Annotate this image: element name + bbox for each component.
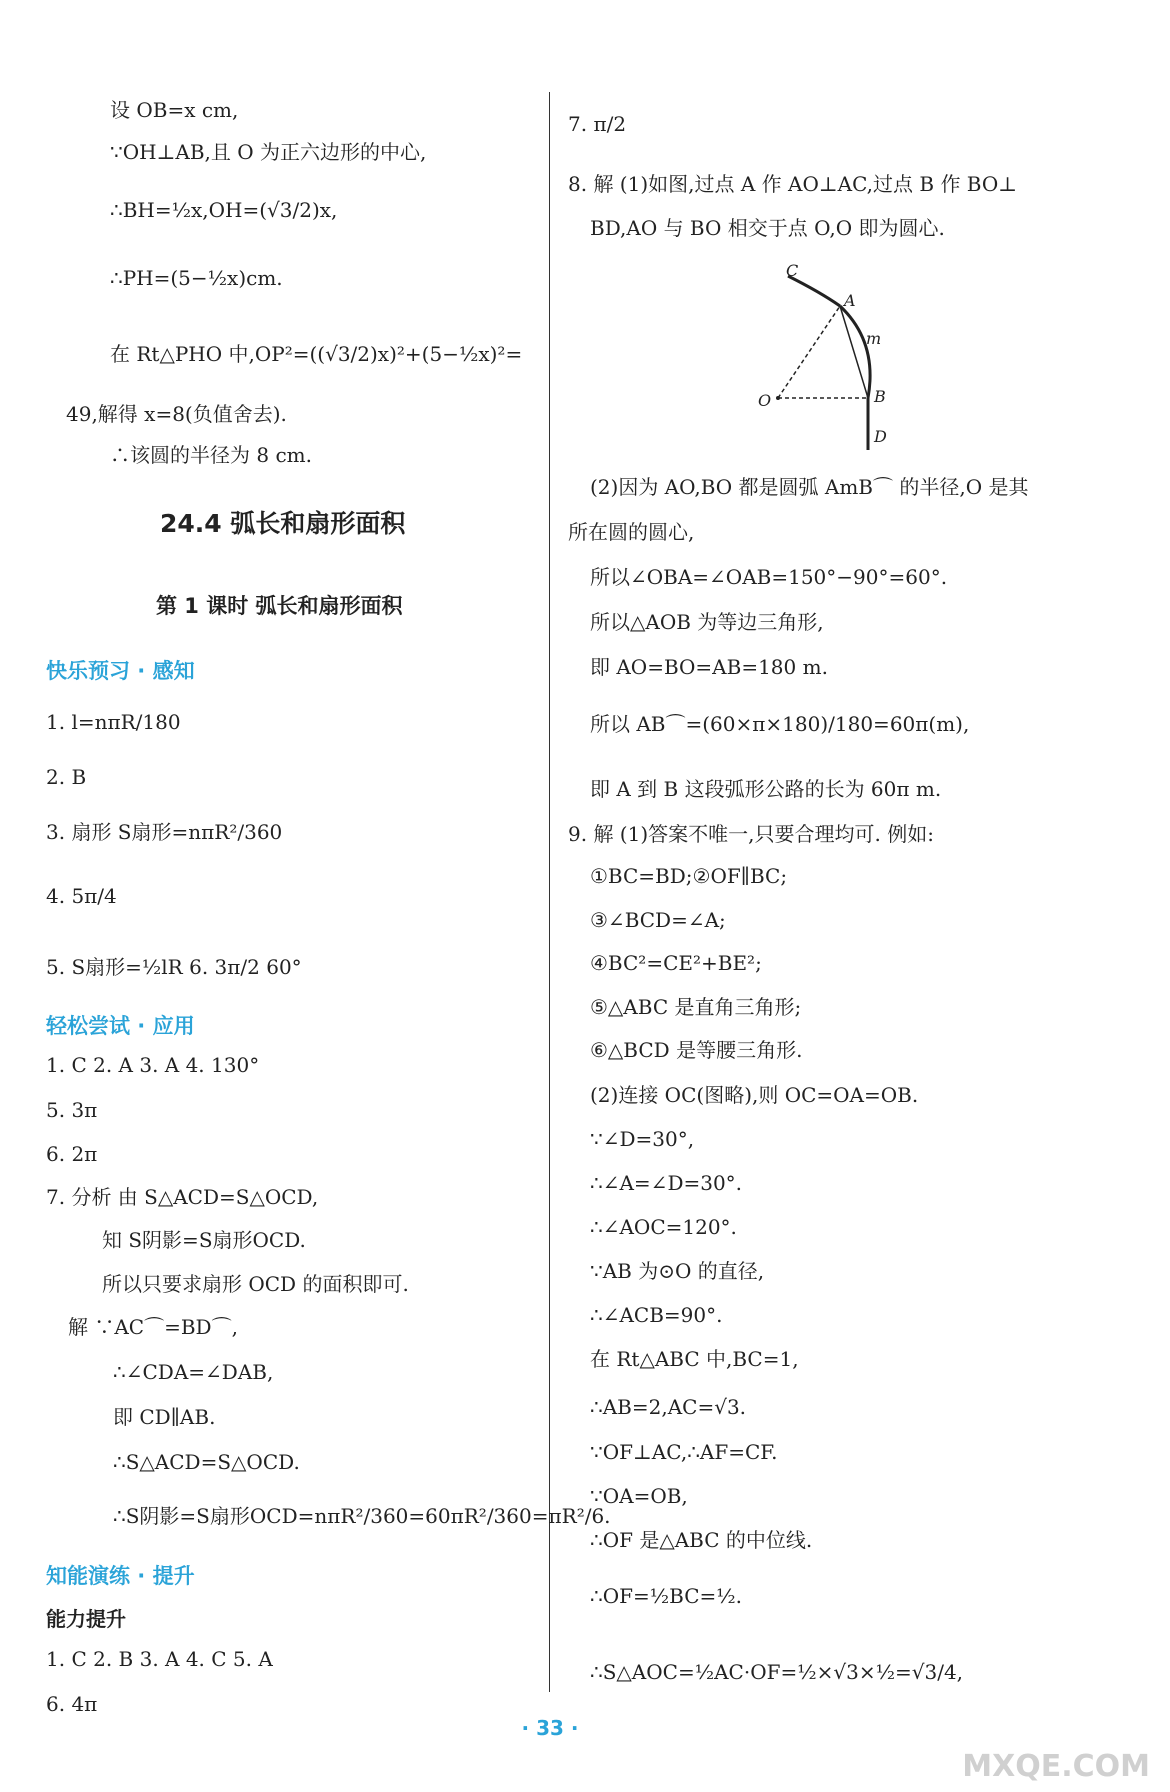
label-b: B — [874, 387, 886, 406]
left-line-2: ∵OH⊥AB,且 O 为正六边形的中心, — [110, 140, 427, 164]
section-title: 24.4 弧长和扇形面积 — [160, 509, 406, 538]
try-2: 5. 3π — [46, 1098, 98, 1122]
right-line-1: 7. π/2 — [568, 112, 627, 136]
right-line-13: ③∠BCD=∠A; — [590, 908, 726, 932]
right-line-7: 所以△AOB 为等边三角形, — [590, 610, 824, 634]
left-line-3: ∴BH=½x,OH=(√3/2)x, — [110, 198, 338, 222]
right-line-11: 9. 解 (1)答案不唯一,只要合理均可. 例如: — [568, 822, 934, 846]
right-line-23: 在 Rt△ABC 中,BC=1, — [590, 1347, 799, 1371]
left-line-6: 49,解得 x=8(负值舍去). — [66, 402, 287, 426]
right-line-6: 所以∠OBA=∠OAB=150°−90°=60°. — [590, 565, 948, 589]
right-line-8: 即 AO=BO=AB=180 m. — [590, 655, 828, 679]
center-point — [776, 396, 780, 400]
left-line-4: ∴PH=(5−½x)cm. — [110, 266, 283, 290]
label-a: A — [844, 291, 856, 310]
try-11: ∴S阴影=S扇形OCD=nπR²/360=60πR²/360=πR²/6. — [113, 1504, 611, 1528]
right-line-27: ∴OF 是△ABC 的中位线. — [590, 1528, 813, 1552]
ability-1: 1. C 2. B 3. A 4. C 5. A — [46, 1647, 273, 1671]
section-practice: 知能演练 · 提升 — [46, 1564, 195, 1588]
section-preview: 快乐预习 · 感知 — [46, 659, 195, 683]
try-9: 即 CD∥AB. — [113, 1405, 216, 1429]
right-line-14: ④BC²=CE²+BE²; — [590, 951, 762, 975]
page-number: · 33 · — [521, 1716, 579, 1740]
right-line-5: 所在圆的圆心, — [568, 520, 695, 544]
label-m: m — [866, 329, 882, 348]
right-line-3: BD,AO 与 BO 相交于点 O,O 即为圆心. — [590, 216, 945, 240]
section-try: 轻松尝试 · 应用 — [46, 1014, 195, 1038]
preview-1: 1. l=nπR/180 — [46, 710, 181, 734]
right-line-15: ⑤△ABC 是直角三角形; — [590, 995, 802, 1019]
geometry-figure — [750, 262, 910, 452]
label-o: O — [758, 391, 772, 410]
right-line-16: ⑥△BCD 是等腰三角形. — [590, 1038, 803, 1062]
right-line-29: ∴S△AOC=½AC·OF=½×√3×½=√3/4, — [590, 1660, 964, 1684]
preview-4: 4. 5π/4 — [46, 884, 117, 908]
right-line-2: 8. 解 (1)如图,过点 A 作 AO⊥AC,过点 B 作 BO⊥ — [568, 172, 1018, 196]
right-line-21: ∵AB 为⊙O 的直径, — [590, 1259, 765, 1283]
right-line-26: ∵OA=OB, — [590, 1484, 688, 1508]
right-line-25: ∵OF⊥AC,∴AF=CF. — [590, 1440, 778, 1464]
label-c: C — [786, 262, 799, 280]
right-line-22: ∴∠ACB=90°. — [590, 1303, 723, 1327]
left-line-1: 设 OB=x cm, — [110, 98, 239, 122]
right-line-19: ∴∠A=∠D=30°. — [590, 1171, 743, 1195]
left-line-5: 在 Rt△PHO 中,OP²=((√3/2)x)²+(5−½x)²= — [110, 342, 523, 366]
right-line-20: ∴∠AOC=120°. — [590, 1215, 737, 1239]
watermark: MXQE.COM — [962, 1749, 1150, 1784]
right-line-9: 所以 AB⌒=(60×π×180)/180=60π(m), — [590, 712, 970, 736]
column-divider — [549, 92, 550, 1692]
left-line-7: ∴该圆的半径为 8 cm. — [110, 443, 312, 467]
label-d: D — [874, 427, 887, 446]
try-10: ∴S△ACD=S△OCD. — [113, 1450, 300, 1474]
right-line-18: ∵∠D=30°, — [590, 1127, 695, 1151]
right-line-12: ①BC=BD;②OF∥BC; — [590, 864, 788, 888]
try-3: 6. 2π — [46, 1142, 98, 1166]
preview-2: 2. B — [46, 765, 87, 789]
ability-2: 6. 4π — [46, 1692, 98, 1716]
right-line-4: (2)因为 AO,BO 都是圆弧 AmB⌒ 的半径,O 是其 — [590, 475, 1029, 499]
preview-3: 3. 扇形 S扇形=nπR²/360 — [46, 820, 283, 844]
try-1: 1. C 2. A 3. A 4. 130° — [46, 1053, 260, 1077]
right-line-10: 即 A 到 B 这段弧形公路的长为 60π m. — [590, 777, 942, 801]
right-line-24: ∴AB=2,AC=√3. — [590, 1395, 747, 1419]
right-line-17: (2)连接 OC(图略),则 OC=OA=OB. — [590, 1083, 919, 1107]
lesson-title: 第 1 课时 弧长和扇形面积 — [156, 594, 403, 618]
road-segment-c — [788, 276, 840, 306]
try-6: 所以只要求扇形 OCD 的面积即可. — [102, 1272, 409, 1296]
try-7: 解 ∵AC⌒=BD⌒, — [68, 1315, 238, 1339]
try-8: ∴∠CDA=∠DAB, — [113, 1360, 274, 1384]
ability-heading: 能力提升 — [46, 1607, 126, 1631]
radius-oa — [778, 306, 840, 398]
try-4: 7. 分析 由 S△ACD=S△OCD, — [46, 1185, 319, 1209]
right-line-28: ∴OF=½BC=½. — [590, 1584, 743, 1608]
try-5: 知 S阴影=S扇形OCD. — [102, 1228, 306, 1252]
preview-5: 5. S扇形=½lR 6. 3π/2 60° — [46, 955, 302, 979]
